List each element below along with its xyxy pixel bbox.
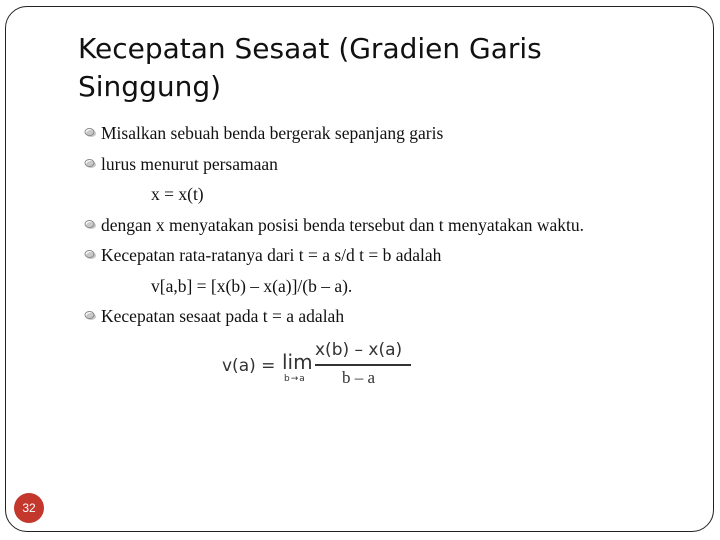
line-text: Kecepatan sesaat pada t = a adalah [101, 306, 345, 326]
slide-body [84, 118, 704, 332]
slide-number-badge: 32 [14, 493, 44, 523]
formula-lim-subscript: b→a [284, 374, 306, 384]
bullet-icon [84, 219, 101, 230]
line-text: Misalkan sebuah benda bergerak sepanjang garis [101, 123, 444, 143]
bullet-icon [84, 310, 101, 321]
equation-line [84, 179, 704, 210]
fraction-bar [315, 364, 411, 366]
bullet-icon [84, 127, 101, 138]
bullet-line [84, 118, 704, 149]
bullet-line [84, 149, 704, 180]
line-text: dengan x menyatakan posisi benda tersebut dan t menyatakan waktu. [101, 214, 585, 235]
bullet-icon [84, 249, 101, 260]
formula-lim: lim [282, 350, 313, 374]
bullet-line [84, 301, 704, 332]
bullet-line [84, 210, 704, 241]
line-text: x = x(t) [151, 184, 204, 204]
line-text: v[a,b] = [x(b) – x(a)]/(b – a). [151, 275, 353, 296]
formula-numerator: x(b) – x(a) [315, 340, 403, 360]
equation-line [84, 271, 704, 302]
formula-denominator: b – a [342, 368, 376, 387]
formula-lhs: v(a) = [222, 356, 276, 376]
bullet-icon [84, 158, 101, 169]
bullet-line [84, 240, 704, 271]
limit-formula [222, 338, 422, 394]
slide-title: Kecepatan Sesaat (Gradien Garis Singgung) [78, 32, 542, 103]
line-text: lurus menurut persamaan [101, 153, 278, 174]
line-text: Kecepatan rata-ratanya dari t = a s/d t = b adalah [101, 245, 442, 265]
